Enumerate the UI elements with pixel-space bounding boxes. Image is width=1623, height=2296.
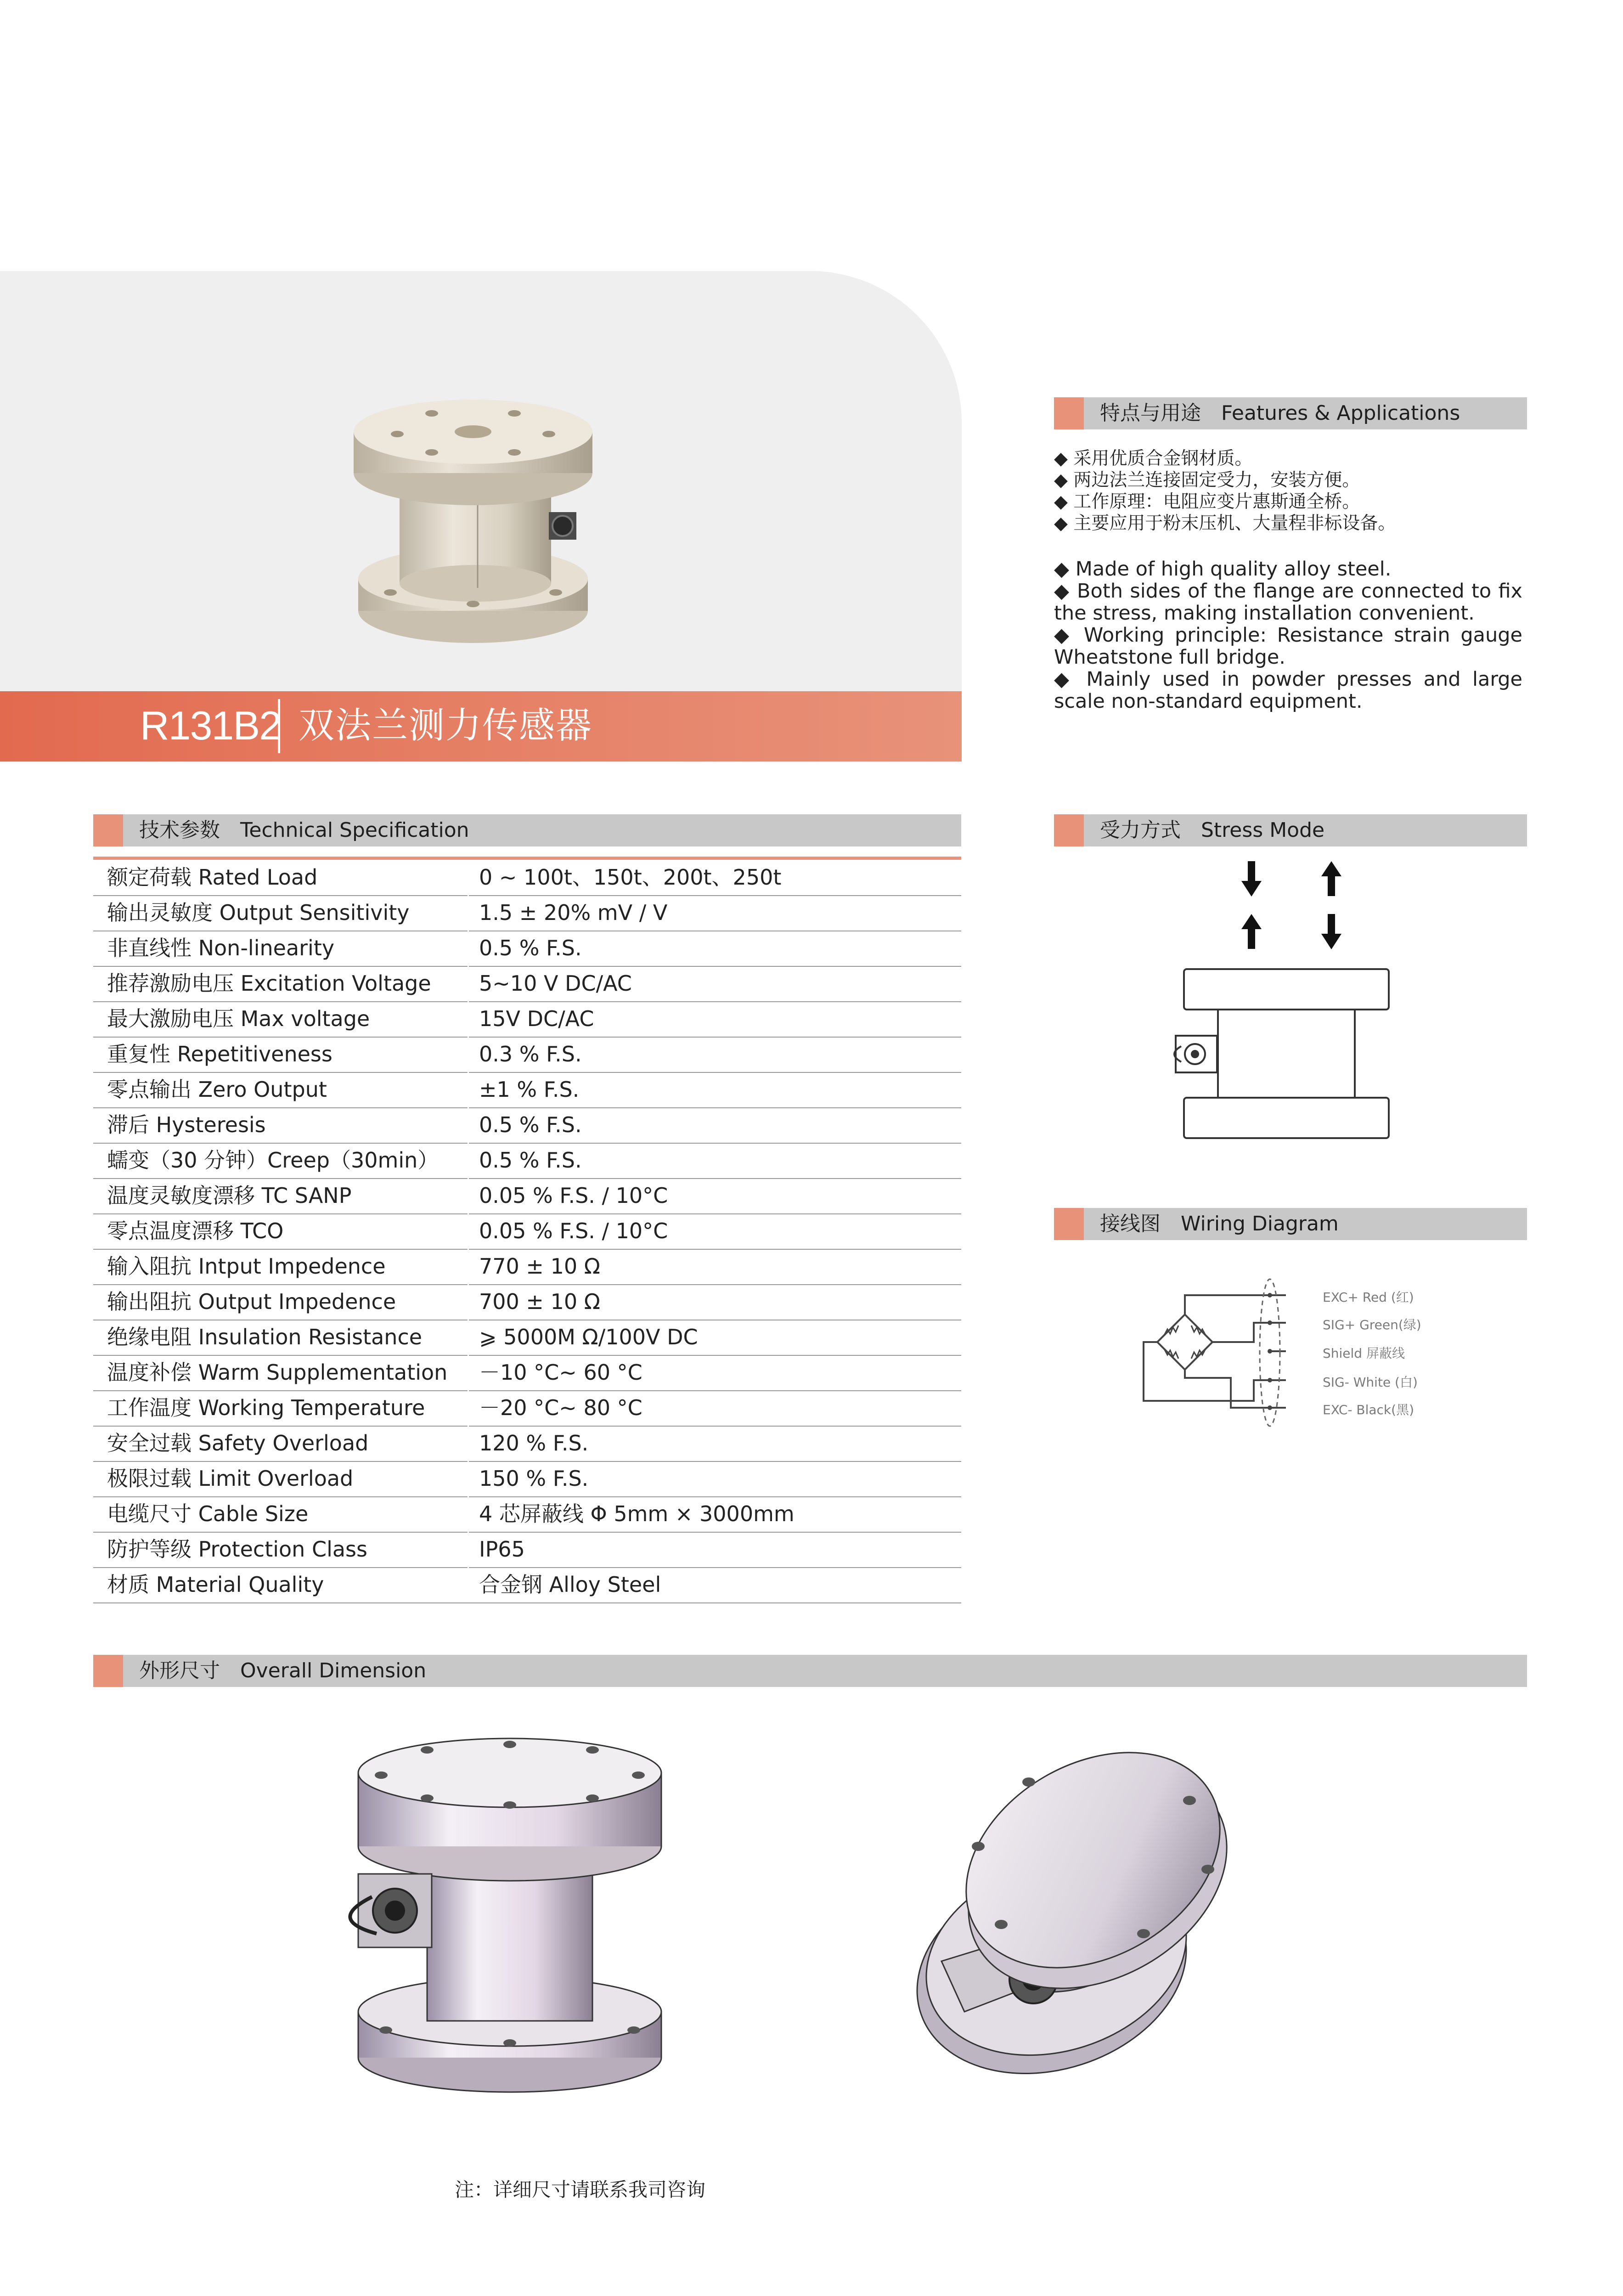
dimension-render-front: [317, 1736, 693, 2099]
spec-key: 工作温度 Working Temperature: [107, 1395, 425, 1420]
spec-row: [93, 931, 961, 967]
spec-key: 极限过载 Limit Overload: [107, 1466, 354, 1491]
arrow-down-icon: [1241, 861, 1262, 897]
spec-row: [93, 1355, 961, 1391]
spec-row: [93, 1107, 961, 1144]
stress-mode-header: [1054, 814, 1527, 846]
spec-value: 0.5 % F.S.: [479, 936, 582, 960]
spec-row: [93, 1178, 961, 1214]
wiring-header: [1054, 1208, 1527, 1240]
product-name: 双法兰测力传感器: [299, 705, 593, 746]
spec-key: 输出阻抗 Output Impedence: [107, 1289, 396, 1314]
feature-zh-2: ◆ 两边法兰连接固定受力，安装方便。: [1054, 470, 1360, 491]
spec-key: 输出灵敏度 Output Sensitivity: [107, 900, 410, 925]
spec-key: 非直线性 Non-linearity: [107, 936, 335, 960]
spec-value: ⩾ 5000M Ω/100V DC: [479, 1325, 698, 1349]
feature-en-2: ◆ Both sides of the flange are connected to fix the stress, making installation convenient.: [1054, 580, 1522, 625]
spec-key: 额定荷载 Rated Load: [107, 865, 318, 890]
spec-row: [93, 1426, 961, 1462]
spec-value: 120 % F.S.: [479, 1431, 589, 1455]
section-marker: [1054, 814, 1084, 846]
spec-value: 0.3 % F.S.: [479, 1042, 582, 1066]
spec-key: 防护等级 Protection Class: [107, 1537, 367, 1562]
spec-top-rule: [93, 857, 961, 860]
spec-row: [93, 1213, 961, 1250]
spec-row: [93, 895, 961, 931]
features-heading: 特点与用途 Features & Applications: [1100, 401, 1460, 425]
wire-label-sig-plus: SIG+ Green(绿): [1323, 1317, 1421, 1332]
wire-label-exc-plus: EXC+ Red (红): [1323, 1290, 1414, 1305]
wire-label-exc-minus: EXC- Black(黑): [1323, 1402, 1414, 1417]
spec-row: [93, 966, 961, 1002]
spec-key: 蠕变（30 分钟）Creep（30min）: [107, 1148, 439, 1173]
bottom-flange-outline: [1184, 1098, 1389, 1138]
spec-value: 770 ± 10 Ω: [479, 1254, 600, 1279]
arrow-up-icon: [1321, 861, 1341, 896]
spec-value: 0 ~ 100t、150t、200t、250t: [479, 865, 782, 890]
spec-row: [93, 1143, 961, 1179]
connector-icon: [1174, 1036, 1217, 1072]
wire-label-sig-minus: SIG- White (白): [1323, 1375, 1418, 1390]
spec-key: 重复性 Repetitiveness: [107, 1042, 332, 1066]
wire-label-shield: Shield 屏蔽线: [1323, 1346, 1405, 1361]
feature-zh-1: ◆ 采用优质合金钢材质。: [1054, 448, 1253, 469]
spec-value: 0.05 % F.S. / 10°C: [479, 1183, 668, 1208]
spec-key: 温度补偿 Warm Supplementation: [107, 1360, 448, 1385]
spec-key: 电缆尺寸 Cable Size: [107, 1501, 309, 1526]
section-marker: [1054, 397, 1084, 429]
stress-mode-heading: 受力方式 Stress Mode: [1100, 818, 1325, 842]
spec-row: [93, 1461, 961, 1497]
section-marker: [1054, 1208, 1084, 1240]
spec-header: [93, 814, 961, 846]
wiring-heading: 接线图 Wiring Diagram: [1100, 1212, 1339, 1235]
spec-value: －20 °C~ 80 °C: [479, 1395, 642, 1420]
spec-value: 150 % F.S.: [479, 1466, 589, 1491]
spec-value: 5~10 V DC/AC: [479, 971, 632, 996]
spec-row: [93, 1037, 961, 1073]
spec-value: 4 芯屏蔽线 Φ 5mm × 3000mm: [479, 1501, 795, 1526]
spec-row: [93, 1072, 961, 1108]
connector-icon: [350, 1874, 432, 1947]
feature-zh-4: ◆ 主要应用于粉末压机、大量程非标设备。: [1054, 513, 1396, 534]
spec-key: 温度灵敏度漂移 TC SANP: [107, 1183, 352, 1208]
spec-row: [93, 1249, 961, 1285]
model-number: R131B2: [140, 703, 281, 748]
spec-value: －10 °C~ 60 °C: [479, 1360, 642, 1385]
spec-value: ±1 % F.S.: [479, 1077, 580, 1102]
spec-row: [93, 1567, 961, 1603]
wiring-diagram: [1139, 1277, 1341, 1461]
feature-en-3: ◆ Working principle: Resistance strain gauge Wheatstone full bridge.: [1054, 624, 1522, 669]
spec-row: [93, 1496, 961, 1533]
spec-value: 0.5 % F.S.: [479, 1112, 582, 1137]
spec-value: 0.05 % F.S. / 10°C: [479, 1219, 668, 1243]
dimension-header: [93, 1655, 1527, 1687]
spec-row: [93, 1320, 961, 1356]
spec-key: 安全过载 Safety Overload: [107, 1431, 369, 1455]
spec-value: IP65: [479, 1537, 525, 1562]
stress-mode-diagram: [1157, 854, 1396, 1148]
section-marker: [93, 1655, 123, 1687]
spec-key: 材质 Material Quality: [107, 1572, 324, 1597]
spec-row: [93, 1390, 961, 1427]
dimension-render-angled: [886, 1732, 1254, 2099]
spec-row: [93, 860, 961, 896]
spec-row: [93, 1284, 961, 1320]
feature-en-4: ◆ Mainly used in powder presses and large scale non-standard equipment.: [1054, 668, 1522, 713]
spec-value: 1.5 ± 20% mV / V: [479, 900, 668, 925]
spec-key: 零点温度漂移 TCO: [107, 1219, 284, 1243]
arrow-up-icon: [1241, 914, 1262, 949]
spec-key: 零点输出 Zero Output: [107, 1077, 327, 1102]
spec-value: 合金钢 Alloy Steel: [479, 1572, 661, 1597]
dimension-heading: 外形尺寸 Overall Dimension: [139, 1659, 427, 1682]
spec-heading: 技术参数 Technical Specification: [139, 818, 469, 842]
spec-key: 滞后 Hysteresis: [107, 1112, 266, 1137]
section-marker: [93, 814, 123, 846]
feature-zh-3: ◆ 工作原理：电阻应变片惠斯通全桥。: [1054, 491, 1360, 512]
feature-en-1: ◆ Made of high quality alloy steel.: [1054, 558, 1392, 581]
spec-key: 推荐激励电压 Excitation Voltage: [107, 971, 431, 996]
arrow-down-icon: [1321, 914, 1341, 949]
dimension-note: 注：详细尺寸请联系我司咨询: [455, 2178, 706, 2201]
spec-value: 700 ± 10 Ω: [479, 1289, 600, 1314]
spec-key: 绝缘电阻 Insulation Resistance: [107, 1325, 423, 1349]
wheatstone-bridge: [1157, 1314, 1212, 1370]
features-header: [1054, 397, 1527, 429]
product-photo: [354, 395, 611, 680]
spec-row: [93, 1001, 961, 1038]
spec-row: [93, 1532, 961, 1568]
spec-key: 最大激励电压 Max voltage: [107, 1006, 370, 1031]
spec-value: 15V DC/AC: [479, 1006, 594, 1031]
spec-value: 0.5 % F.S.: [479, 1148, 582, 1173]
top-flange-outline: [1184, 969, 1389, 1010]
spec-key: 输入阻抗 Intput Impedence: [107, 1254, 386, 1279]
